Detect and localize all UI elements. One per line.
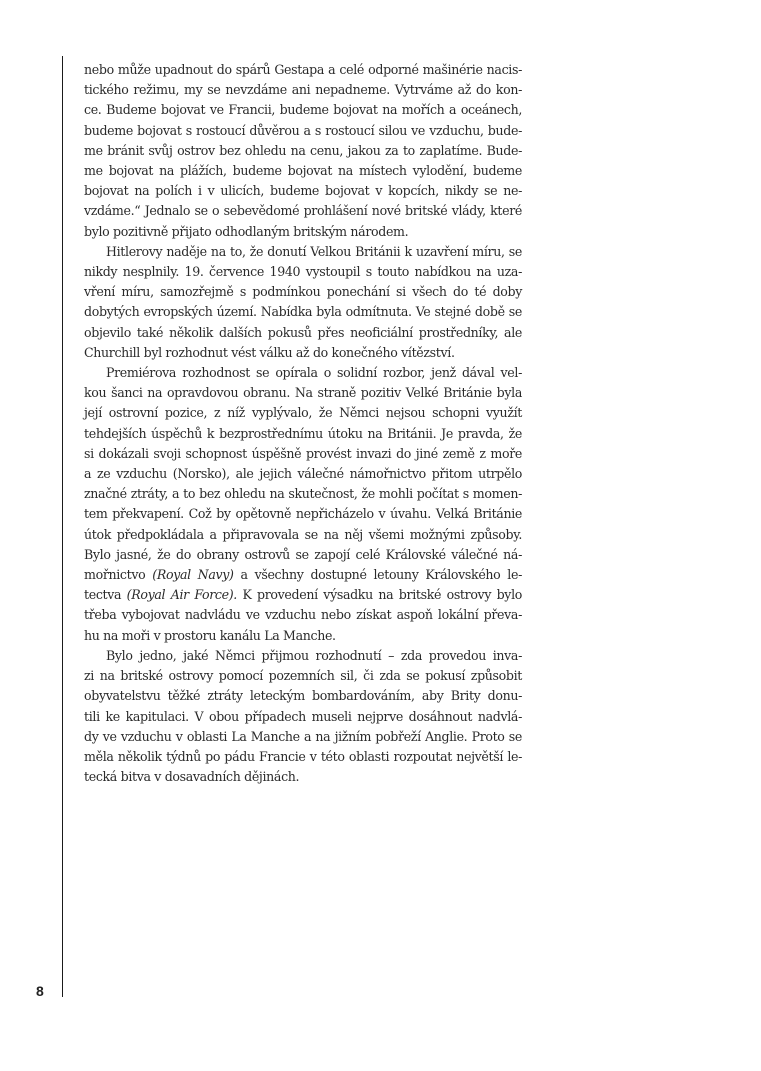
text-line: Hitlerovy naděje na to, že donutí Velkou Británii k uzavření míru, se <box>106 243 522 259</box>
text-line: a ze vzduchu (Norsko), ale jejich válečné námořnictvo přitom utrpělo <box>84 466 522 482</box>
paragraph-4 <box>84 646 522 787</box>
text-line: zi na britské ostrovy pomocí pozemních sil, či zda se pokusí způsobit <box>84 668 522 684</box>
italic-term-royal-navy: (Royal Navy) <box>152 567 234 583</box>
text-fragment: tectva <box>84 587 127 603</box>
text-line: tického režimu, my se nevzdáme ani nepadneme. Vytrváme až do kon- <box>84 82 522 98</box>
text-line: Bylo jasné, že do obrany ostrovů se zapojí celé Královské válečné ná- <box>84 546 522 562</box>
text-line: hu na moři v prostoru kanálu La Manche. <box>84 627 336 643</box>
paragraph-1 <box>84 60 522 242</box>
text-line: vzdáme.“ Jednalo se o sebevědomé prohlášení nové britské vlády, které <box>84 203 522 219</box>
text-line: kou šanci na opravdovou obranu. Na straně pozitiv Velké Británie byla <box>84 385 522 401</box>
text-line: bojovat na polích i v ulicích, budeme bojovat v kopcích, nikdy se ne- <box>84 183 522 199</box>
page-number: 8 <box>36 983 44 999</box>
text-line: si dokázali svoji schopnost úspěšně provést invazi do jiné země z moře <box>84 445 522 461</box>
text-line: bylo pozitivně přijato odhodlaným britským národem. <box>84 223 409 239</box>
text-line: budeme bojovat s rostoucí důvěrou a s rostoucí silou ve vzduchu, bude- <box>84 122 522 138</box>
text-line: tehdejších úspěchů k bezprostřednímu útoku na Británii. Je pravda, že <box>84 425 522 441</box>
text-line: me bránit svůj ostrov bez ohledu na cenu, jakou za to zaplatíme. Bude- <box>84 142 522 158</box>
text-line: me bojovat na plážích, budeme bojovat na místech vylodění, budeme <box>84 163 522 179</box>
text-line: tecká bitva v dosavadních dějinách. <box>84 769 300 785</box>
text-fragment: K provedení výsadku na britské ostrovy bylo <box>236 587 522 603</box>
text-line: Premiérova rozhodnost se opírala o solidní rozbor, jenž dával vel- <box>106 365 522 381</box>
text-line: objevilo také několik dalších pokusů přes neoficiální prostředníky, ale <box>84 324 522 340</box>
text-line: ce. Budeme bojovat ve Francii, budeme bojovat na mořích a oceánech, <box>84 102 522 118</box>
text-line: značné ztráty, a to bez ohledu na skutečnost, že mohli počítat s momen- <box>84 486 522 502</box>
text-line: tem překvapení. Což by opětovně nepřicházelo v úvahu. Velká Británie <box>84 506 522 522</box>
text-line: útok předpokládala a připravovala se na něj všemi možnými způsoby. <box>84 526 522 542</box>
text-fragment: a všechny dostupné letouny Královského le- <box>233 567 522 583</box>
text-line: měla několik týdnů po pádu Francie v této oblasti rozpoutat největší le- <box>84 748 522 764</box>
text-line: dy ve vzduchu v oblasti La Manche a na jižním pobřeží Anglie. Proto se <box>84 728 522 744</box>
text-line: Bylo jedno, jaké Němci přijmou rozhodnutí – zda provedou inva- <box>106 647 522 663</box>
body-text <box>84 60 522 787</box>
text-line-with-italic <box>84 565 522 585</box>
text-line: tili ke kapitulaci. V obou případech museli nejprve dosáhnout nadvlá- <box>84 708 522 724</box>
margin-rule <box>62 56 63 997</box>
paragraph-3 <box>84 363 522 646</box>
text-line: vření míru, samozřejmě s podmínkou ponechání si všech do té doby <box>84 284 522 300</box>
text-fragment: mořnictvo <box>84 567 153 583</box>
text-line: Churchill byl rozhodnut vést válku až do konečného vítězství. <box>84 344 455 360</box>
text-line-with-italic <box>84 585 522 605</box>
text-line: třeba vybojovat nadvládu ve vzduchu nebo získat aspoň lokální převa- <box>84 607 522 623</box>
italic-term-royal-air-force: (Royal Air Force). <box>126 587 237 603</box>
text-line: její ostrovní pozice, z níž vyplývalo, že Němci nejsou schopni využít <box>84 405 522 421</box>
paragraph-2 <box>84 242 522 363</box>
text-line: nikdy nesplnily. 19. července 1940 vystoupil s touto nabídkou na uza- <box>84 264 522 280</box>
text-line: dobytých evropských území. Nabídka byla odmítnuta. Ve stejné době se <box>84 304 522 320</box>
text-line: nebo může upadnout do spárů Gestapa a celé odporné mašinérie nacis- <box>84 62 522 77</box>
text-line: obyvatelstvu těžké ztráty leteckým bombardováním, aby Brity donu- <box>84 688 522 704</box>
